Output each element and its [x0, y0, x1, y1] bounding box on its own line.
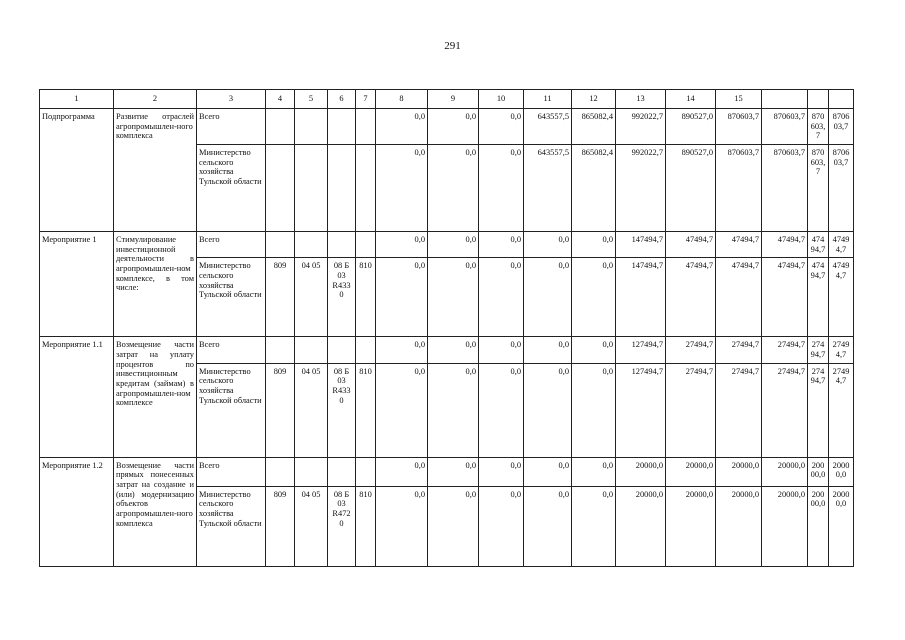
value-cell: 27494,7: [762, 363, 808, 457]
value-cell: 27494,7: [666, 337, 716, 363]
code-cell: [266, 337, 295, 363]
code-cell: 08 Б 03 R472 0: [328, 486, 356, 566]
value-cell: 47494,7: [829, 231, 854, 257]
value-cell: 890527,0: [666, 144, 716, 231]
code-cell: [356, 109, 376, 145]
value-cell: 0,0: [479, 258, 524, 337]
value-cell: 0,0: [428, 337, 479, 363]
value-cell: 870603,7: [716, 109, 762, 145]
code-cell: [266, 109, 295, 145]
code-cell: [266, 231, 295, 257]
value-cell: 0,0: [376, 486, 428, 566]
value-cell: 27494,7: [666, 363, 716, 457]
code-cell: 810: [356, 258, 376, 337]
header-cell: 12: [572, 90, 616, 109]
code-cell: 08 Б 03 R433 0: [328, 363, 356, 457]
value-cell: 0,0: [428, 363, 479, 457]
value-cell: 27494,7: [829, 363, 854, 457]
code-cell: [295, 231, 328, 257]
header-row: [40, 90, 854, 109]
value-cell: 870603,7: [716, 144, 762, 231]
header-cell: 10: [479, 90, 524, 109]
code-cell: 810: [356, 363, 376, 457]
value-cell: 47494,7: [666, 258, 716, 337]
value-cell: 870603,7: [829, 109, 854, 145]
value-cell: 870603,7: [808, 109, 829, 145]
header-cell: 3: [197, 90, 266, 109]
code-cell: 04 05: [295, 258, 328, 337]
code-cell: [356, 337, 376, 363]
code-cell: [356, 231, 376, 257]
value-cell: 47494,7: [829, 258, 854, 337]
code-cell: [328, 337, 356, 363]
value-cell: 865082,4: [572, 144, 616, 231]
value-cell: 27494,7: [808, 337, 829, 363]
code-cell: 04 05: [295, 363, 328, 457]
value-cell: 0,0: [376, 457, 428, 486]
executor-cell: Всего: [197, 109, 266, 145]
section-label: Мероприятие 1.2: [40, 457, 114, 566]
section-name: Стимулирование инвестиционной деятельности в агропромышлен-ном комплексе, в том числе:: [114, 231, 197, 336]
value-cell: 870603,7: [762, 144, 808, 231]
value-cell: 0,0: [428, 144, 479, 231]
value-cell: 0,0: [479, 486, 524, 566]
code-cell: [266, 457, 295, 486]
code-cell: [295, 109, 328, 145]
value-cell: 0,0: [376, 258, 428, 337]
value-cell: 0,0: [479, 337, 524, 363]
header-cell: 15: [716, 90, 762, 109]
section-name: Возмещение части прямых понесенных затрат на создание и (или) модернизацию объектов агропромышлен-ного комплекса: [114, 457, 197, 566]
value-cell: 0,0: [524, 457, 572, 486]
value-cell: 127494,7: [616, 337, 666, 363]
table-row-total: [40, 457, 854, 486]
executor-cell: Всего: [197, 457, 266, 486]
header-cell: 6: [328, 90, 356, 109]
value-cell: 147494,7: [616, 258, 666, 337]
value-cell: 870603,7: [829, 144, 854, 231]
executor-cell: Министерство сельского хозяйства Тульской области: [197, 363, 266, 457]
value-cell: 643557,5: [524, 144, 572, 231]
value-cell: 20000,0: [829, 457, 854, 486]
value-cell: 0,0: [524, 486, 572, 566]
value-cell: 27494,7: [829, 337, 854, 363]
value-cell: 0,0: [572, 457, 616, 486]
value-cell: 47494,7: [666, 231, 716, 257]
value-cell: 20000,0: [716, 486, 762, 566]
value-cell: 0,0: [479, 144, 524, 231]
header-cell: 2: [114, 90, 197, 109]
value-cell: 0,0: [428, 457, 479, 486]
value-cell: 870603,7: [808, 144, 829, 231]
value-cell: 0,0: [428, 486, 479, 566]
section-name: Развитие отраслей агропромышлен-ного комплекса: [114, 109, 197, 232]
header-cell: [829, 90, 854, 109]
value-cell: 0,0: [376, 144, 428, 231]
value-cell: 47494,7: [762, 258, 808, 337]
value-cell: 20000,0: [616, 457, 666, 486]
code-cell: 08 Б 03 R433 0: [328, 258, 356, 337]
code-cell: [328, 109, 356, 145]
value-cell: 0,0: [524, 337, 572, 363]
value-cell: 890527,0: [666, 109, 716, 145]
value-cell: 20000,0: [808, 486, 829, 566]
value-cell: 20000,0: [808, 457, 829, 486]
value-cell: 0,0: [428, 231, 479, 257]
section-label: Мероприятие 1.1: [40, 337, 114, 457]
value-cell: 20000,0: [829, 486, 854, 566]
budget-table: [39, 89, 854, 567]
value-cell: 0,0: [479, 457, 524, 486]
executor-cell: Всего: [197, 231, 266, 257]
code-cell: [295, 457, 328, 486]
value-cell: 147494,7: [616, 231, 666, 257]
header-cell: [808, 90, 829, 109]
value-cell: 0,0: [572, 337, 616, 363]
header-cell: 1: [40, 90, 114, 109]
value-cell: 992022,7: [616, 109, 666, 145]
value-cell: 0,0: [376, 337, 428, 363]
header-cell: 13: [616, 90, 666, 109]
value-cell: 0,0: [572, 363, 616, 457]
section-name: Возмещение части затрат на уплату процентов по инвестиционным кредитам (займам) в агропромышлен-ном комплексе: [114, 337, 197, 457]
code-cell: [356, 144, 376, 231]
value-cell: 20000,0: [762, 457, 808, 486]
value-cell: 992022,7: [616, 144, 666, 231]
code-cell: 810: [356, 486, 376, 566]
executor-cell: Министерство сельского хозяйства Тульской области: [197, 258, 266, 337]
value-cell: 870603,7: [762, 109, 808, 145]
executor-cell: Всего: [197, 337, 266, 363]
value-cell: 0,0: [524, 258, 572, 337]
header-cell: 5: [295, 90, 328, 109]
value-cell: 865082,4: [572, 109, 616, 145]
value-cell: 20000,0: [762, 486, 808, 566]
header-cell: 9: [428, 90, 479, 109]
section-label: Подпрограмма: [40, 109, 114, 232]
value-cell: 0,0: [524, 231, 572, 257]
value-cell: 47494,7: [762, 231, 808, 257]
value-cell: 20000,0: [666, 486, 716, 566]
header-cell: [762, 90, 808, 109]
code-cell: 809: [266, 258, 295, 337]
value-cell: 0,0: [524, 363, 572, 457]
code-cell: 809: [266, 363, 295, 457]
executor-cell: Министерство сельского хозяйства Тульской области: [197, 144, 266, 231]
header-cell: 8: [376, 90, 428, 109]
value-cell: 27494,7: [716, 337, 762, 363]
header-cell: 14: [666, 90, 716, 109]
code-cell: [328, 144, 356, 231]
table-row-total: [40, 231, 854, 257]
value-cell: 0,0: [572, 486, 616, 566]
value-cell: 47494,7: [716, 258, 762, 337]
value-cell: 27494,7: [762, 337, 808, 363]
code-cell: 809: [266, 486, 295, 566]
value-cell: 643557,5: [524, 109, 572, 145]
value-cell: 0,0: [428, 258, 479, 337]
value-cell: 47494,7: [808, 258, 829, 337]
header-cell: 11: [524, 90, 572, 109]
value-cell: 0,0: [376, 109, 428, 145]
code-cell: [295, 337, 328, 363]
value-cell: 27494,7: [716, 363, 762, 457]
value-cell: 0,0: [479, 109, 524, 145]
value-cell: 0,0: [572, 231, 616, 257]
value-cell: 20000,0: [716, 457, 762, 486]
value-cell: 127494,7: [616, 363, 666, 457]
value-cell: 0,0: [572, 258, 616, 337]
value-cell: 27494,7: [808, 363, 829, 457]
section-label: Мероприятие 1: [40, 231, 114, 336]
value-cell: 0,0: [376, 363, 428, 457]
code-cell: [295, 144, 328, 231]
table-row-total: [40, 109, 854, 145]
value-cell: 20000,0: [616, 486, 666, 566]
value-cell: 0,0: [479, 231, 524, 257]
value-cell: 0,0: [479, 363, 524, 457]
value-cell: 0,0: [376, 231, 428, 257]
code-cell: [356, 457, 376, 486]
value-cell: 47494,7: [716, 231, 762, 257]
value-cell: 20000,0: [666, 457, 716, 486]
value-cell: 47494,7: [808, 231, 829, 257]
header-cell: 7: [356, 90, 376, 109]
table-row-total: [40, 337, 854, 363]
header-cell: 4: [266, 90, 295, 109]
executor-cell: Министерство сельского хозяйства Тульской области: [197, 486, 266, 566]
code-cell: [266, 144, 295, 231]
code-cell: [328, 231, 356, 257]
value-cell: 0,0: [428, 109, 479, 145]
code-cell: 04 05: [295, 486, 328, 566]
page-number: 291: [444, 40, 461, 52]
code-cell: [328, 457, 356, 486]
